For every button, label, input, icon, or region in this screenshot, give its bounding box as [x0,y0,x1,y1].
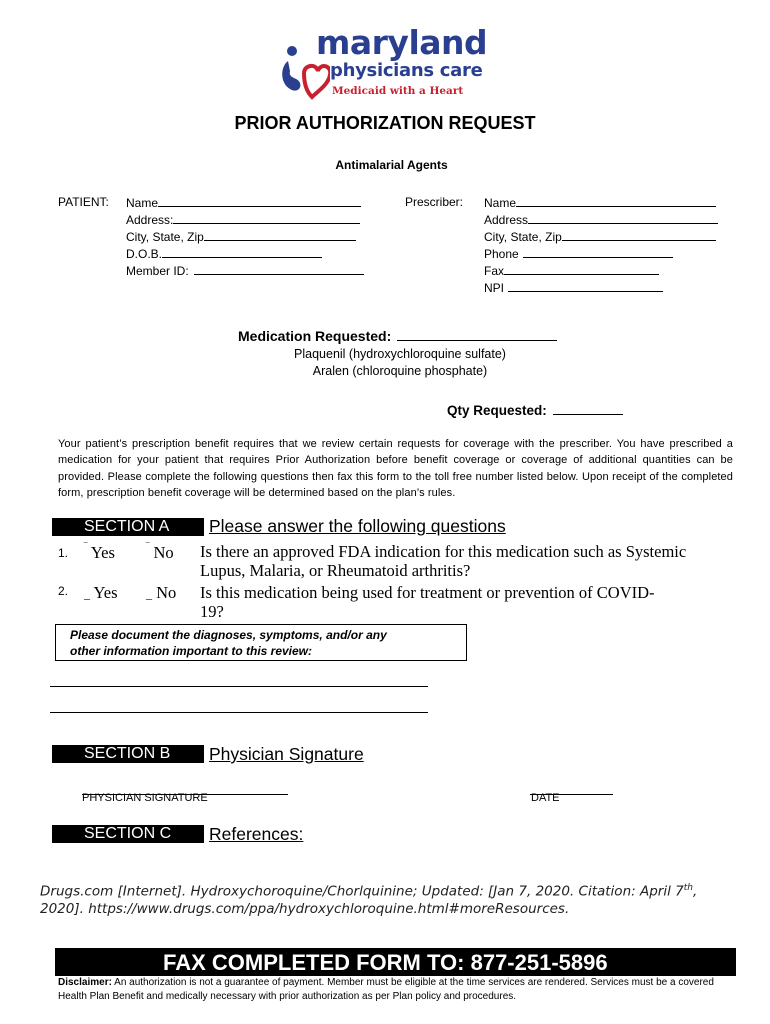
section-b-label: SECTION B [52,745,204,763]
disclaimer [58,976,734,1004]
prescriber-city-label: City, State, Zip [484,230,562,244]
medication-option-aralen: Aralen (chloroquine phosphate) [312,364,488,378]
question-1-text-line2: Lupus, Malaria, or Rheumatoid arthritis? [200,561,471,580]
medication-option-plaquenil: Plaquenil (hydroxychloroquine sulfate) [294,347,506,361]
logo-word-maryland: maryland [316,23,488,62]
medication-requested-label: Medication Requested: [238,328,392,344]
question-2-text [200,583,655,621]
qty-requested-label: Qty Requested: [447,403,547,418]
patient-member-id-label: Member ID: [126,264,189,278]
section-c-title: References: [209,824,304,844]
form-title: PRIOR AUTHORIZATION REQUEST [234,113,536,133]
question-2-text-line2: 19? [200,602,224,621]
date-label: DATE [531,792,560,804]
diagnosis-note-text [70,627,387,659]
patient-address-label: Address: [126,213,174,227]
question-2-yes-option[interactable]: _ Yes [84,583,118,602]
diagnosis-note-line2: other information important to this review: [70,644,313,658]
patient-name-field[interactable] [126,195,361,212]
patient-member-id-field[interactable] [126,263,364,280]
question-2-no-option[interactable]: _ No [146,583,177,602]
diagnosis-entry-line-1[interactable] [50,686,428,687]
logo [278,25,498,103]
patient-label: PATIENT: [58,195,109,209]
question-1-no-option[interactable]: ‾ No [146,543,174,562]
prescriber-address-label: Address [484,213,529,227]
question-2-text-line1: Is this medication being used for treatment or prevention of COVID- [200,583,655,602]
intro-paragraph: Your patient’s prescription benefit requires that we review certain requests for coverage with the prescriber. You have prescribed a medication for your patient that requires Prior Authorization before benefit coverage or coverage of additional quantities can be provided. Please complete the following questions then fax this form to the toll free number listed below. Upon receipt of the completed form, prescription benefit coverage will be determined based on the plan’s rules. [58,438,733,500]
question-1-text [200,542,686,580]
reference-line2: 2020]. https://www.drugs.com/ppa/hydroxychloroquine.html#moreResources. [40,900,570,917]
diagnosis-note-line1: Please document the diagnoses, symptoms, and/or any [70,628,387,642]
question-1-no-label: No [153,543,174,562]
reference-line1: Drugs.com [Internet]. Hydroxychoroquine/Chorlquinine; Updated: [Jan 7, 2020. Citation: April 7 [40,883,684,900]
question-2-yes-label: Yes [93,583,118,602]
fax-number-text: FAX COMPLETED FORM TO: 877-251-5896 [163,950,608,975]
physician-signature-label: PHYSICIAN SIGNATURE [82,792,208,804]
question-2-no-label: No [156,583,177,602]
fax-banner [55,948,736,976]
question-1-yes-label: Yes [90,543,115,562]
diagnosis-entry-line-2[interactable] [50,712,428,713]
reference-superscript: th [683,883,693,893]
prescriber-npi-label: NPI [484,281,505,295]
question-1-text-line1: Is there an approved FDA indication for this medication such as Systemic [200,542,687,561]
prescriber-name-label: Name [484,196,517,210]
section-b-title: Physician Signature [209,744,364,764]
prescriber-phone-label: Phone [484,247,519,261]
question-1-number: 1. [58,546,69,560]
prescriber-address-field[interactable] [484,212,718,229]
question-2-number: 2. [58,584,69,598]
patient-dob-field[interactable] [126,246,322,263]
form-subtitle: Antimalarial Agents [335,158,448,172]
qty-requested-field[interactable] [447,402,623,419]
patient-dob-label: D.O.B. [126,247,163,261]
patient-city-field[interactable] [126,229,356,246]
reference-line1-end: , [692,883,698,900]
prescriber-name-field[interactable] [484,195,716,212]
section-c-label: SECTION C [52,825,204,843]
disclaimer-label: Disclaimer: [58,977,112,988]
disclaimer-text: An authorization is not a guarantee of payment. Member must be eligible at the time services are rendered. Services must be a covered Health Plan Benefit and medically necessary with prior authorization as per Plan policy and procedures. [58,977,714,1002]
patient-address-field[interactable] [126,212,360,229]
section-a-label: SECTION A [52,518,204,536]
patient-name-label: Name [126,196,159,210]
question-1-yes-option[interactable]: ‾ Yes [84,543,115,562]
logo-tagline: Medicaid with a Heart [332,85,464,97]
medication-requested-field[interactable] [238,328,557,345]
logo-word-physicians-care: physicians care [330,60,483,81]
reference-citation [40,880,740,918]
diagnosis-note-box [55,624,467,661]
prescriber-fax-label: Fax [484,264,505,278]
prescriber-city-field[interactable] [484,229,716,246]
prescriber-label: Prescriber: [405,195,464,209]
prescriber-fax-field[interactable] [484,263,659,280]
prescriber-phone-field[interactable] [484,246,673,263]
prescriber-npi-field[interactable] [484,280,663,297]
section-a-title: Please answer the following questions [209,516,506,536]
patient-city-label: City, State, Zip [126,230,204,244]
